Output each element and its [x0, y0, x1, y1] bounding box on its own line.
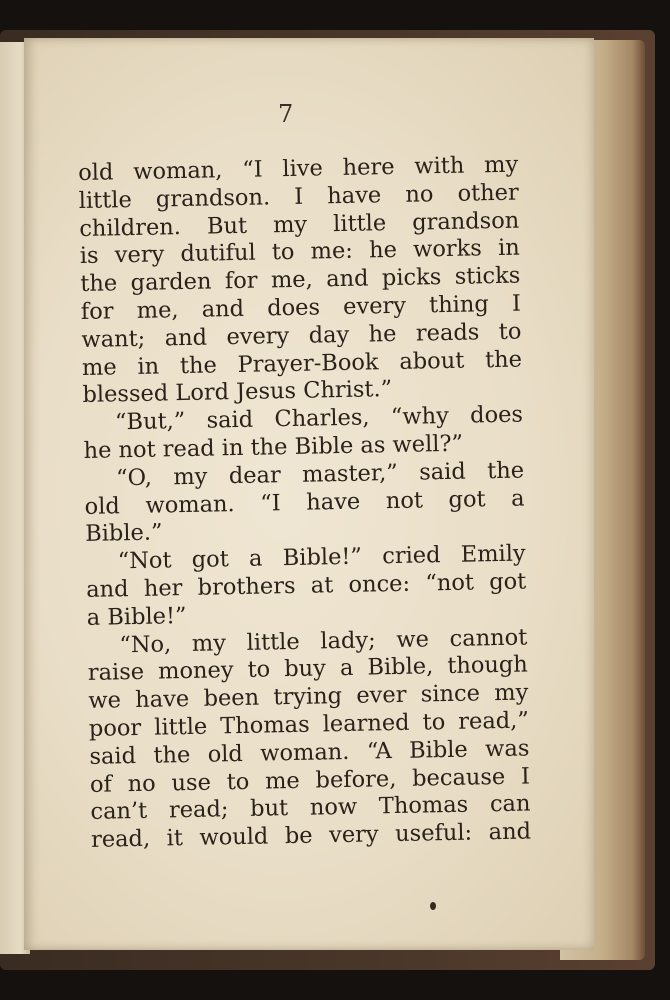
text-line: raise money to buy a Bible, though: [87, 651, 529, 687]
text-line: want; and every day he reads to: [81, 318, 522, 353]
text-line: for me, and does every thing I: [80, 290, 522, 325]
page-number: 7: [278, 100, 294, 128]
ink-speck: [430, 902, 436, 910]
text-line: can’t read; but now Thomas can: [90, 790, 531, 826]
text-line: he not read in the Bible as well?”: [83, 430, 464, 464]
text-line: children. But my little grandson: [79, 207, 520, 242]
text-line: “Not got a Bible!” cried Emily: [117, 540, 526, 575]
text-line: of no use to me before, because I: [89, 762, 531, 798]
text-line: “O, my dear master,” said the: [115, 457, 525, 492]
text-line: read, it would be very useful: and: [90, 818, 532, 853]
text-line: “But,” said Charles, “why does: [114, 401, 524, 436]
text-line: little grandson. I have no other: [78, 179, 519, 214]
text-line: is very dutiful to me: he works in: [79, 234, 521, 270]
page-text: [78, 152, 531, 855]
text-line: we have been trying ever since my: [88, 679, 529, 715]
text-line: blessed Lord Jesus Christ.”: [82, 376, 393, 409]
text-line: and her brothers at once: “not got: [86, 568, 527, 603]
text-line: old woman, “I live here with my: [78, 151, 519, 186]
text-line: said the old woman. “A Bible was: [89, 735, 530, 770]
text-line: Bible.”: [84, 519, 163, 548]
text-line: a Bible!”: [86, 602, 187, 631]
text-line: the garden for me, and picks sticks: [80, 262, 521, 298]
text-line: me in the Prayer-Book about the: [81, 346, 523, 381]
text-line: “No, my little lady; we cannot: [119, 624, 528, 658]
text-line: poor little Thomas learned to read,”: [88, 707, 530, 742]
text-line: old woman. “I have not got a: [84, 485, 525, 520]
